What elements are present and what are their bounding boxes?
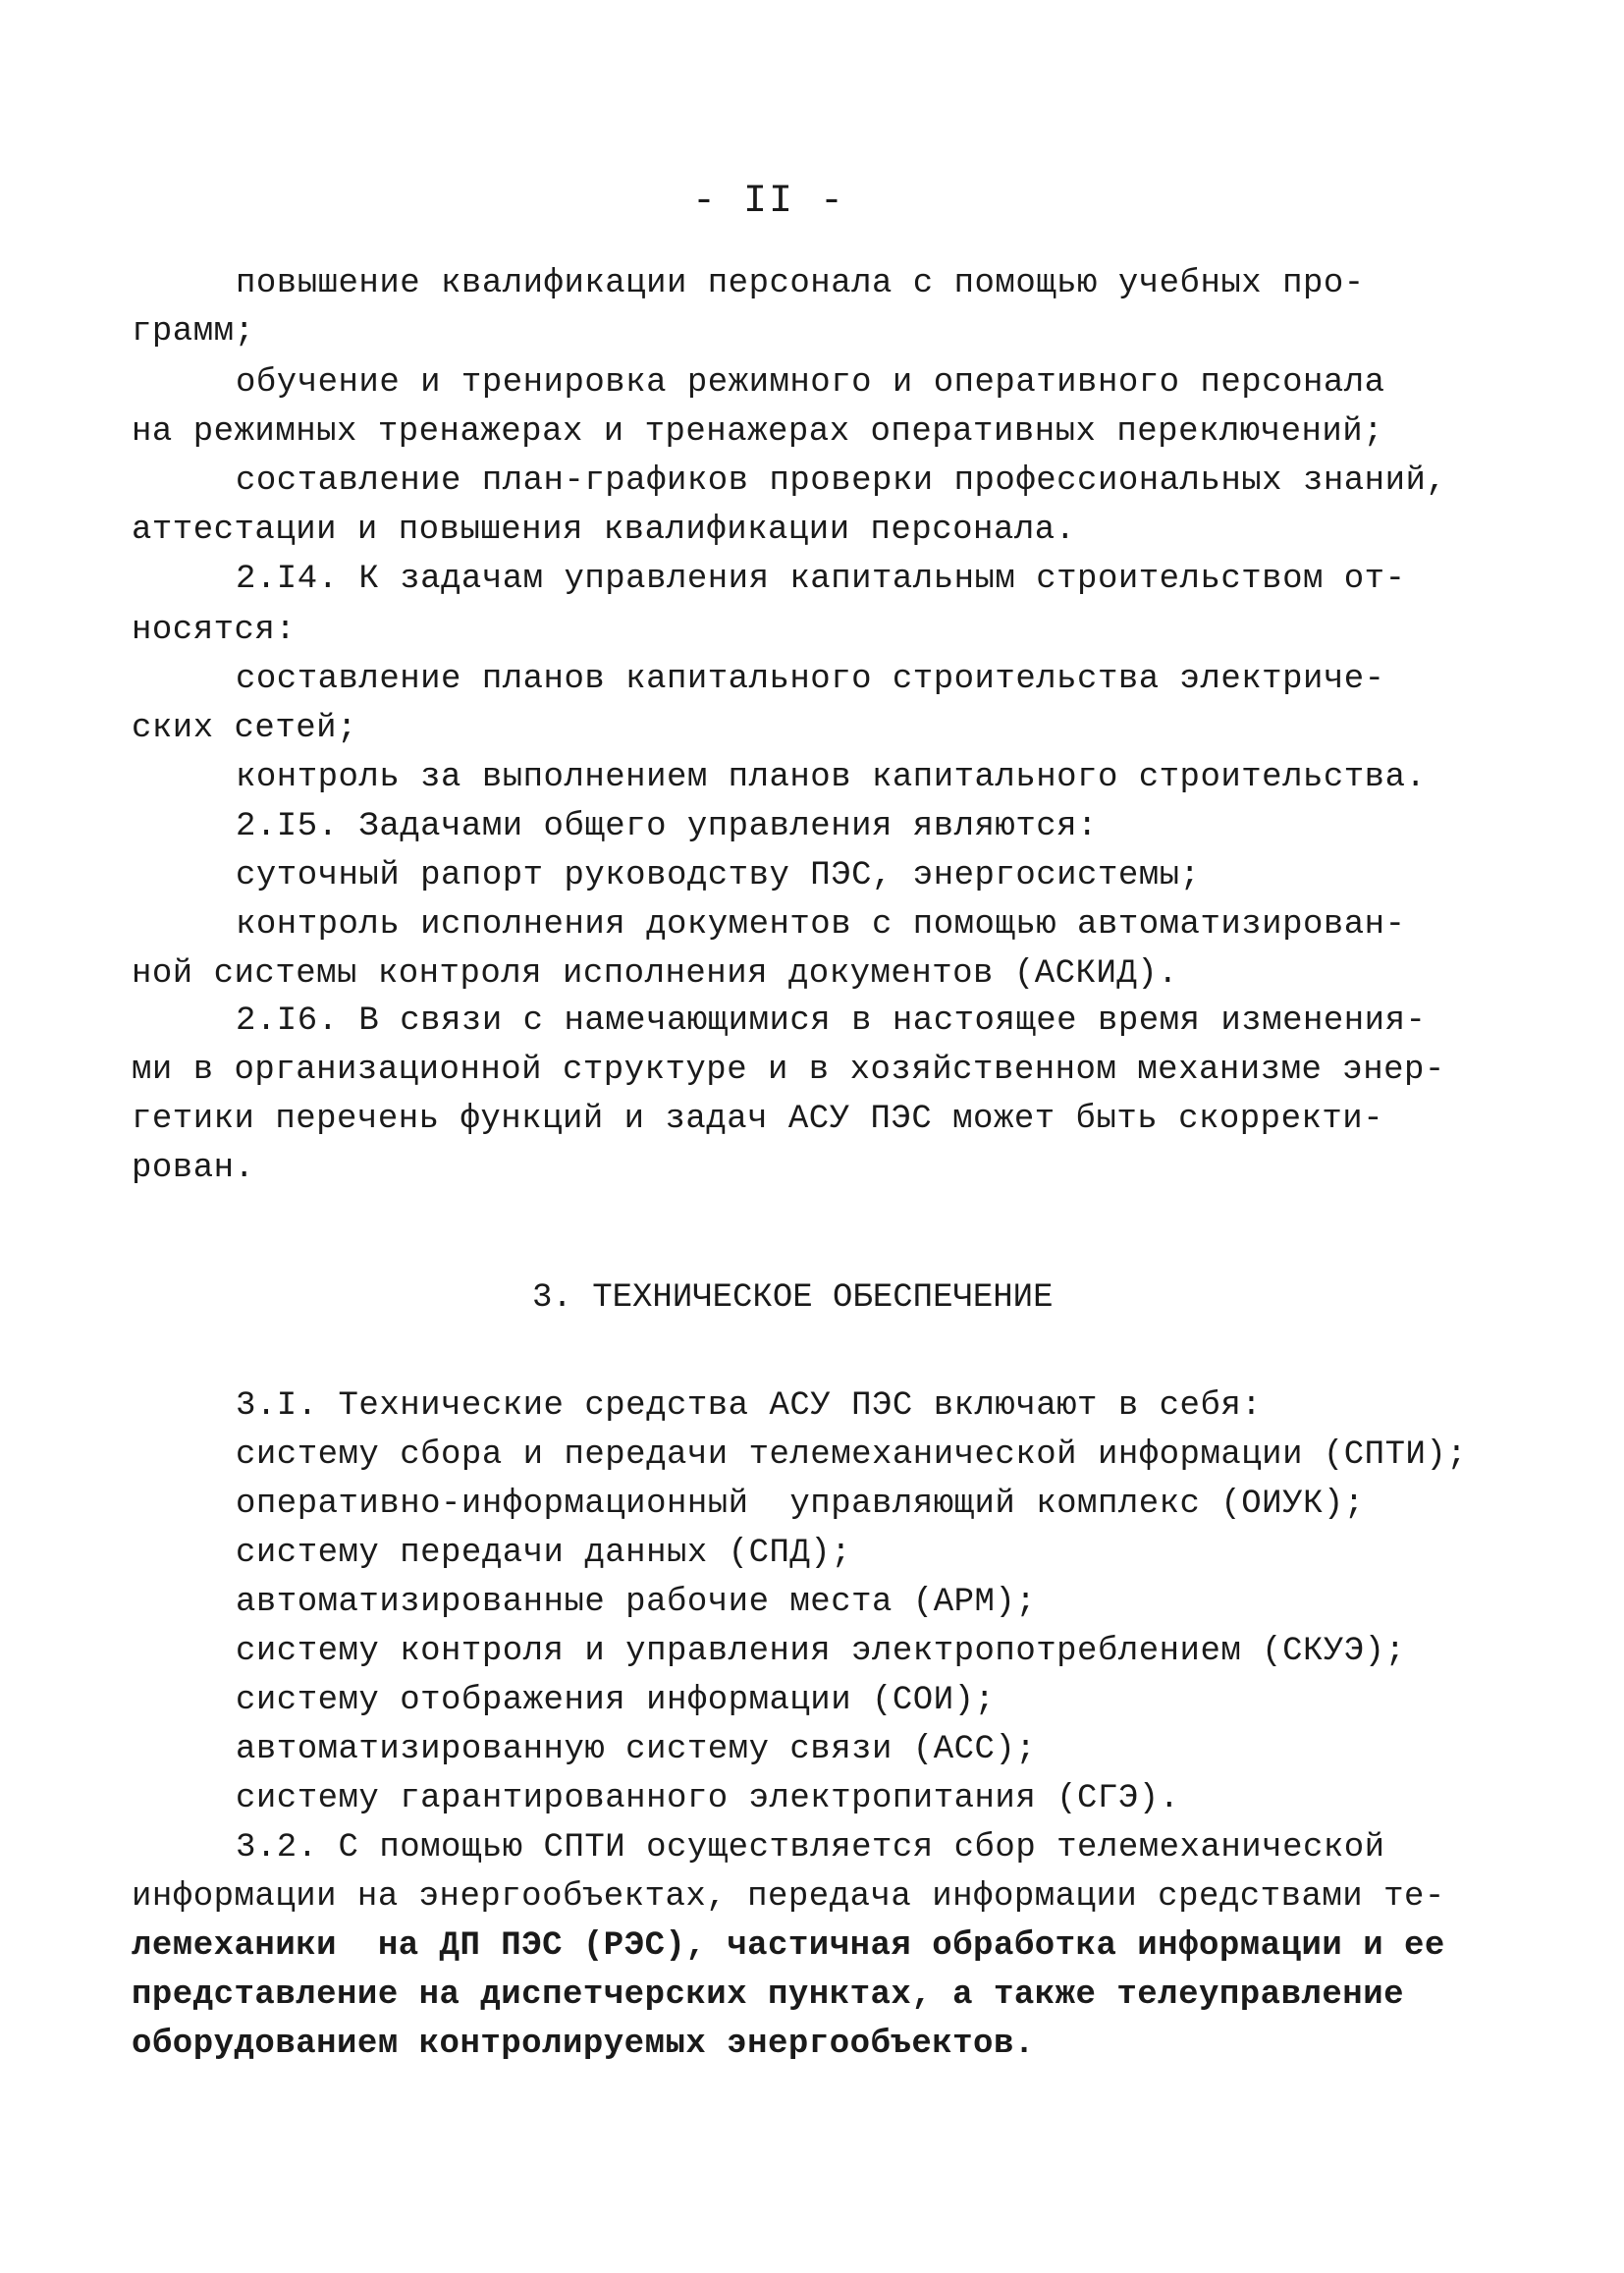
list-item: оперативно-информационный управляющий комплекс (ОИУК); (236, 1486, 1365, 1523)
text-line: ной системы контроля исполнения документов (АСКИД). (132, 955, 1179, 993)
text-line: обучение и тренировка режимного и оперативного персонала (236, 364, 1385, 402)
paragraph-2-15: 2.I5. Задачами общего управления являются: (236, 808, 1098, 845)
text-line: аттестации и повышения квалификации персонала. (132, 512, 1076, 549)
text-line: на режимных тренажерах и тренажерах оперативных переключений; (132, 413, 1384, 451)
text-line: контроль за выполнением планов капитального строительства. (236, 759, 1427, 796)
text-line: информации на энергообъектах, передача информации средствами те- (132, 1878, 1445, 1916)
page-number: - II - (692, 180, 846, 224)
list-item: систему контроля и управления электропотреблением (СКУЭ); (236, 1633, 1406, 1670)
text-line: составление план-графиков проверки профессиональных знаний, (236, 462, 1447, 500)
text-line: представление на диспетчерских пунктах, а также телеуправление (132, 1976, 1405, 2014)
list-item: систему отображения информации (СОИ); (236, 1682, 996, 1719)
text-line: ских сетей; (132, 710, 357, 747)
text-line: суточный рапорт руководству ПЭС, энергосистемы; (236, 857, 1201, 894)
paragraph-2-16: 2.I6. В связи с намечающимися в настоящее время изменения- (236, 1002, 1427, 1040)
text-line: оборудованием контролируемых энергообъектов. (132, 2026, 1035, 2063)
list-item: автоматизированные рабочие места (АРМ); (236, 1584, 1037, 1621)
list-item: систему сбора и передачи телемеханической информации (СПТИ); (236, 1436, 1468, 1474)
list-item: систему гарантированного электропитания (СГЭ). (236, 1780, 1180, 1817)
paragraph-3-1: 3.I. Технические средства АСУ ПЭС включают в себя: (236, 1387, 1263, 1425)
paragraph-3-2: 3.2. С помощью СПТИ осуществляется сбор телемеханической (236, 1829, 1385, 1867)
text-line: носятся: (132, 612, 297, 649)
list-item: автоматизированную систему связи (АСС); (236, 1731, 1037, 1768)
text-line: составление планов капитального строительства электриче- (236, 661, 1385, 698)
text-line: рован. (132, 1150, 255, 1187)
text-line: контроль исполнения документов с помощью автоматизирован- (236, 906, 1406, 944)
text-line: грамм; (132, 313, 255, 351)
paragraph-2-14: 2.I4. К задачам управления капитальным строительством от- (236, 561, 1406, 598)
text-line: повышение квалификации персонала с помощью учебных про- (236, 265, 1365, 302)
text-line: ми в организационной структуре и в хозяйственном механизме энер- (132, 1052, 1445, 1089)
text-line: гетики перечень функций и задач АСУ ПЭС может быть скорректи- (132, 1101, 1384, 1138)
list-item: систему передачи данных (СПД); (236, 1535, 852, 1572)
text-line: лемеханики на ДП ПЭС (РЭС), частичная обработка информации и ее (132, 1927, 1445, 1965)
section-heading: 3. ТЕХНИЧЕСКОЕ ОБЕСПЕЧЕНИЕ (532, 1279, 1054, 1317)
